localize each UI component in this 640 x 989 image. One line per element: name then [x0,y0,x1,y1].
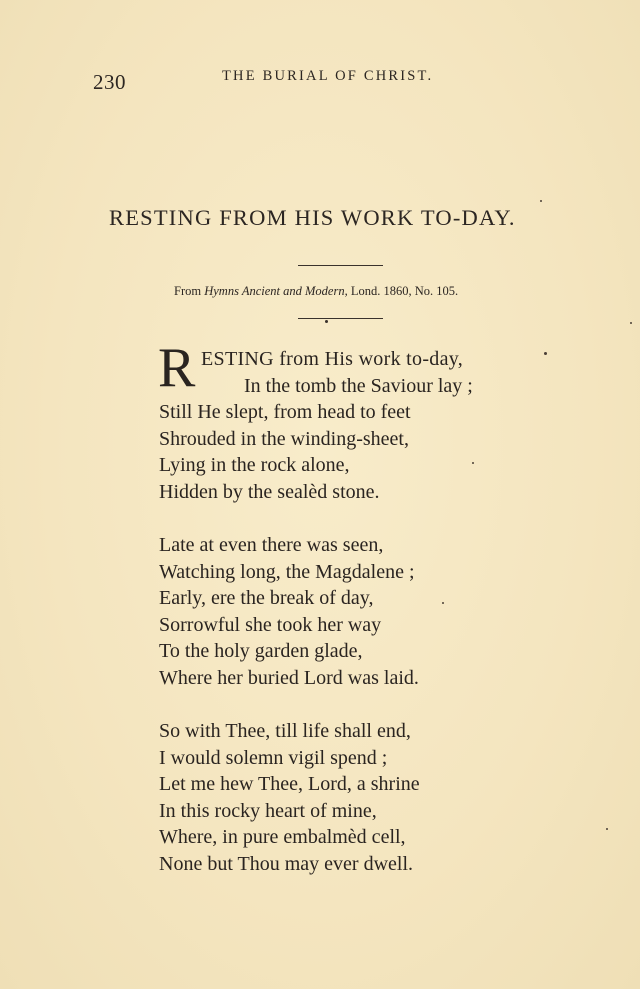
poem-line: Where her buried Lord was laid. [159,666,419,689]
source-citation [174,284,458,299]
poem-line: In this rocky heart of mine, [159,799,377,822]
page-number: 230 [93,70,126,94]
poem-line: None but Thou may ever dwell. [159,852,414,875]
running-title: THE BURIAL OF CHRIST. [222,68,434,84]
stanza-break [159,505,473,532]
poem-line: So with Thee, till life shall end, [159,720,411,742]
poem-line: Where, in pure embalmèd cell, [159,826,406,848]
paper-speck [540,200,542,202]
paper-speck [544,352,547,355]
poem-line: Shrouded in the winding-sheet, [159,427,409,450]
rule-ornament [325,320,328,323]
paper-speck [472,462,474,464]
poem-line: Late at even there was seen, [159,534,384,556]
poem-line-first: ESTING from His work to-day, [201,348,464,370]
source-work: Hymns Ancient and Modern, [204,284,348,298]
stanza-break [159,691,473,718]
hymn-title: RESTING FROM HIS WORK TO-DAY. [109,205,516,230]
poem-body [159,346,473,877]
poem-line: Lying in the rock alone, [159,454,350,476]
top-rule [298,265,383,266]
source-details: Lond. 1860, No. 105. [350,284,459,298]
poem-line: Let me hew Thee, Lord, a shrine [159,773,420,795]
poem-line: To the holy garden glade, [159,640,363,662]
paper-speck [630,322,632,324]
paper-speck [442,602,444,604]
poem-line: Sorrowful she took her way [159,613,382,636]
poem-line: Early, ere the break of day, [159,587,374,609]
drop-cap: R [158,337,196,399]
source-prefix: From [174,284,202,298]
paper-speck [606,828,608,830]
bottom-rule [298,318,383,319]
poem-line: Watching long, the Magdalene ; [159,560,415,583]
poem-line: Still He slept, from head to feet [159,401,411,423]
poem-line: I would solemn vigil spend ; [159,746,388,769]
poem-line: Hidden by the sealèd stone. [159,480,380,503]
poem-line: In the tomb the Saviour lay ; [244,374,473,397]
